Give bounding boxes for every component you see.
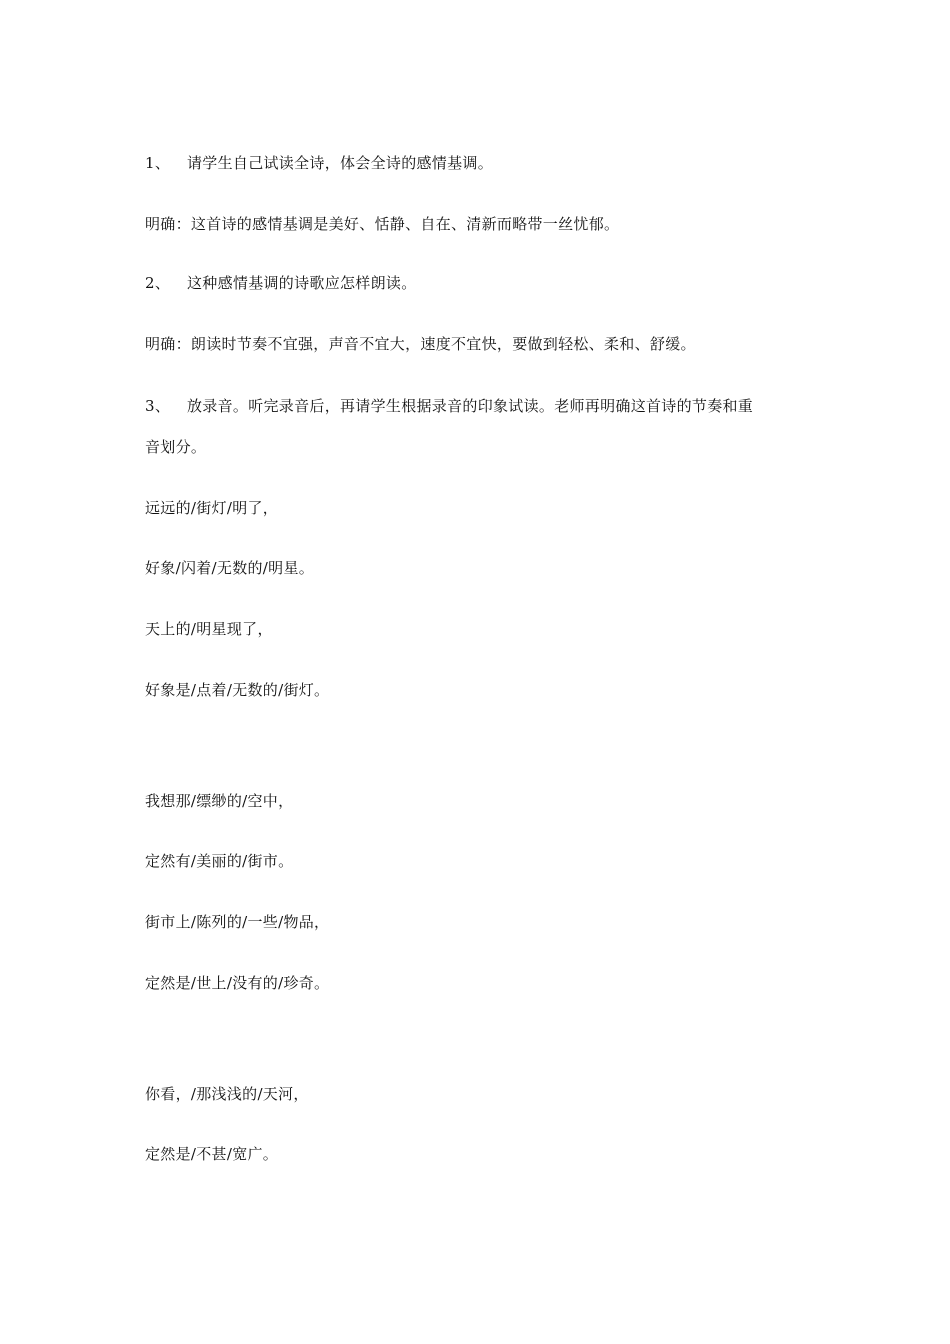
question-1 (145, 153, 493, 173)
poem-line: 好象/闪着/无数的/明星。 (145, 559, 315, 577)
question-text: 放录音。听完录音后，再请学生根据录音的印象试读。老师再明确这首诗的节奏和重 (187, 397, 754, 415)
poem-line: 你看，/那浅浅的/天河， (145, 1085, 309, 1103)
poem-line: 定然是/世上/没有的/珍奇。 (145, 974, 330, 992)
poem-line: 街市上/陈列的/一些/物品， (145, 913, 330, 931)
question-text: 请学生自己试读全诗，体会全诗的感情基调。 (187, 154, 494, 172)
answer-2: 明确：朗读时节奏不宜强，声音不宜大，速度不宜快，要做到轻松、柔和、舒缓。 (145, 335, 696, 353)
question-text: 这种感情基调的诗歌应怎样朗读。 (187, 274, 417, 292)
answer-1: 明确：这首诗的感情基调是美好、恬静、自在、清新而略带一丝忧郁。 (145, 215, 620, 233)
question-3-continuation: 音划分。 (145, 438, 207, 456)
poem-line: 好象是/点着/无数的/街灯。 (145, 681, 330, 699)
poem-line: 远远的/街灯/明了， (145, 499, 279, 517)
question-number: 1、 (145, 154, 171, 172)
question-number: 3、 (145, 397, 171, 415)
poem-line: 定然是/不甚/宽广。 (145, 1145, 279, 1163)
question-2 (145, 273, 417, 293)
poem-line: 我想那/缥缈的/空中， (145, 792, 294, 810)
poem-line: 定然有/美丽的/街市。 (145, 852, 294, 870)
question-number: 2、 (145, 274, 171, 292)
question-3 (145, 396, 753, 416)
poem-line: 天上的/明星现了， (145, 620, 273, 638)
